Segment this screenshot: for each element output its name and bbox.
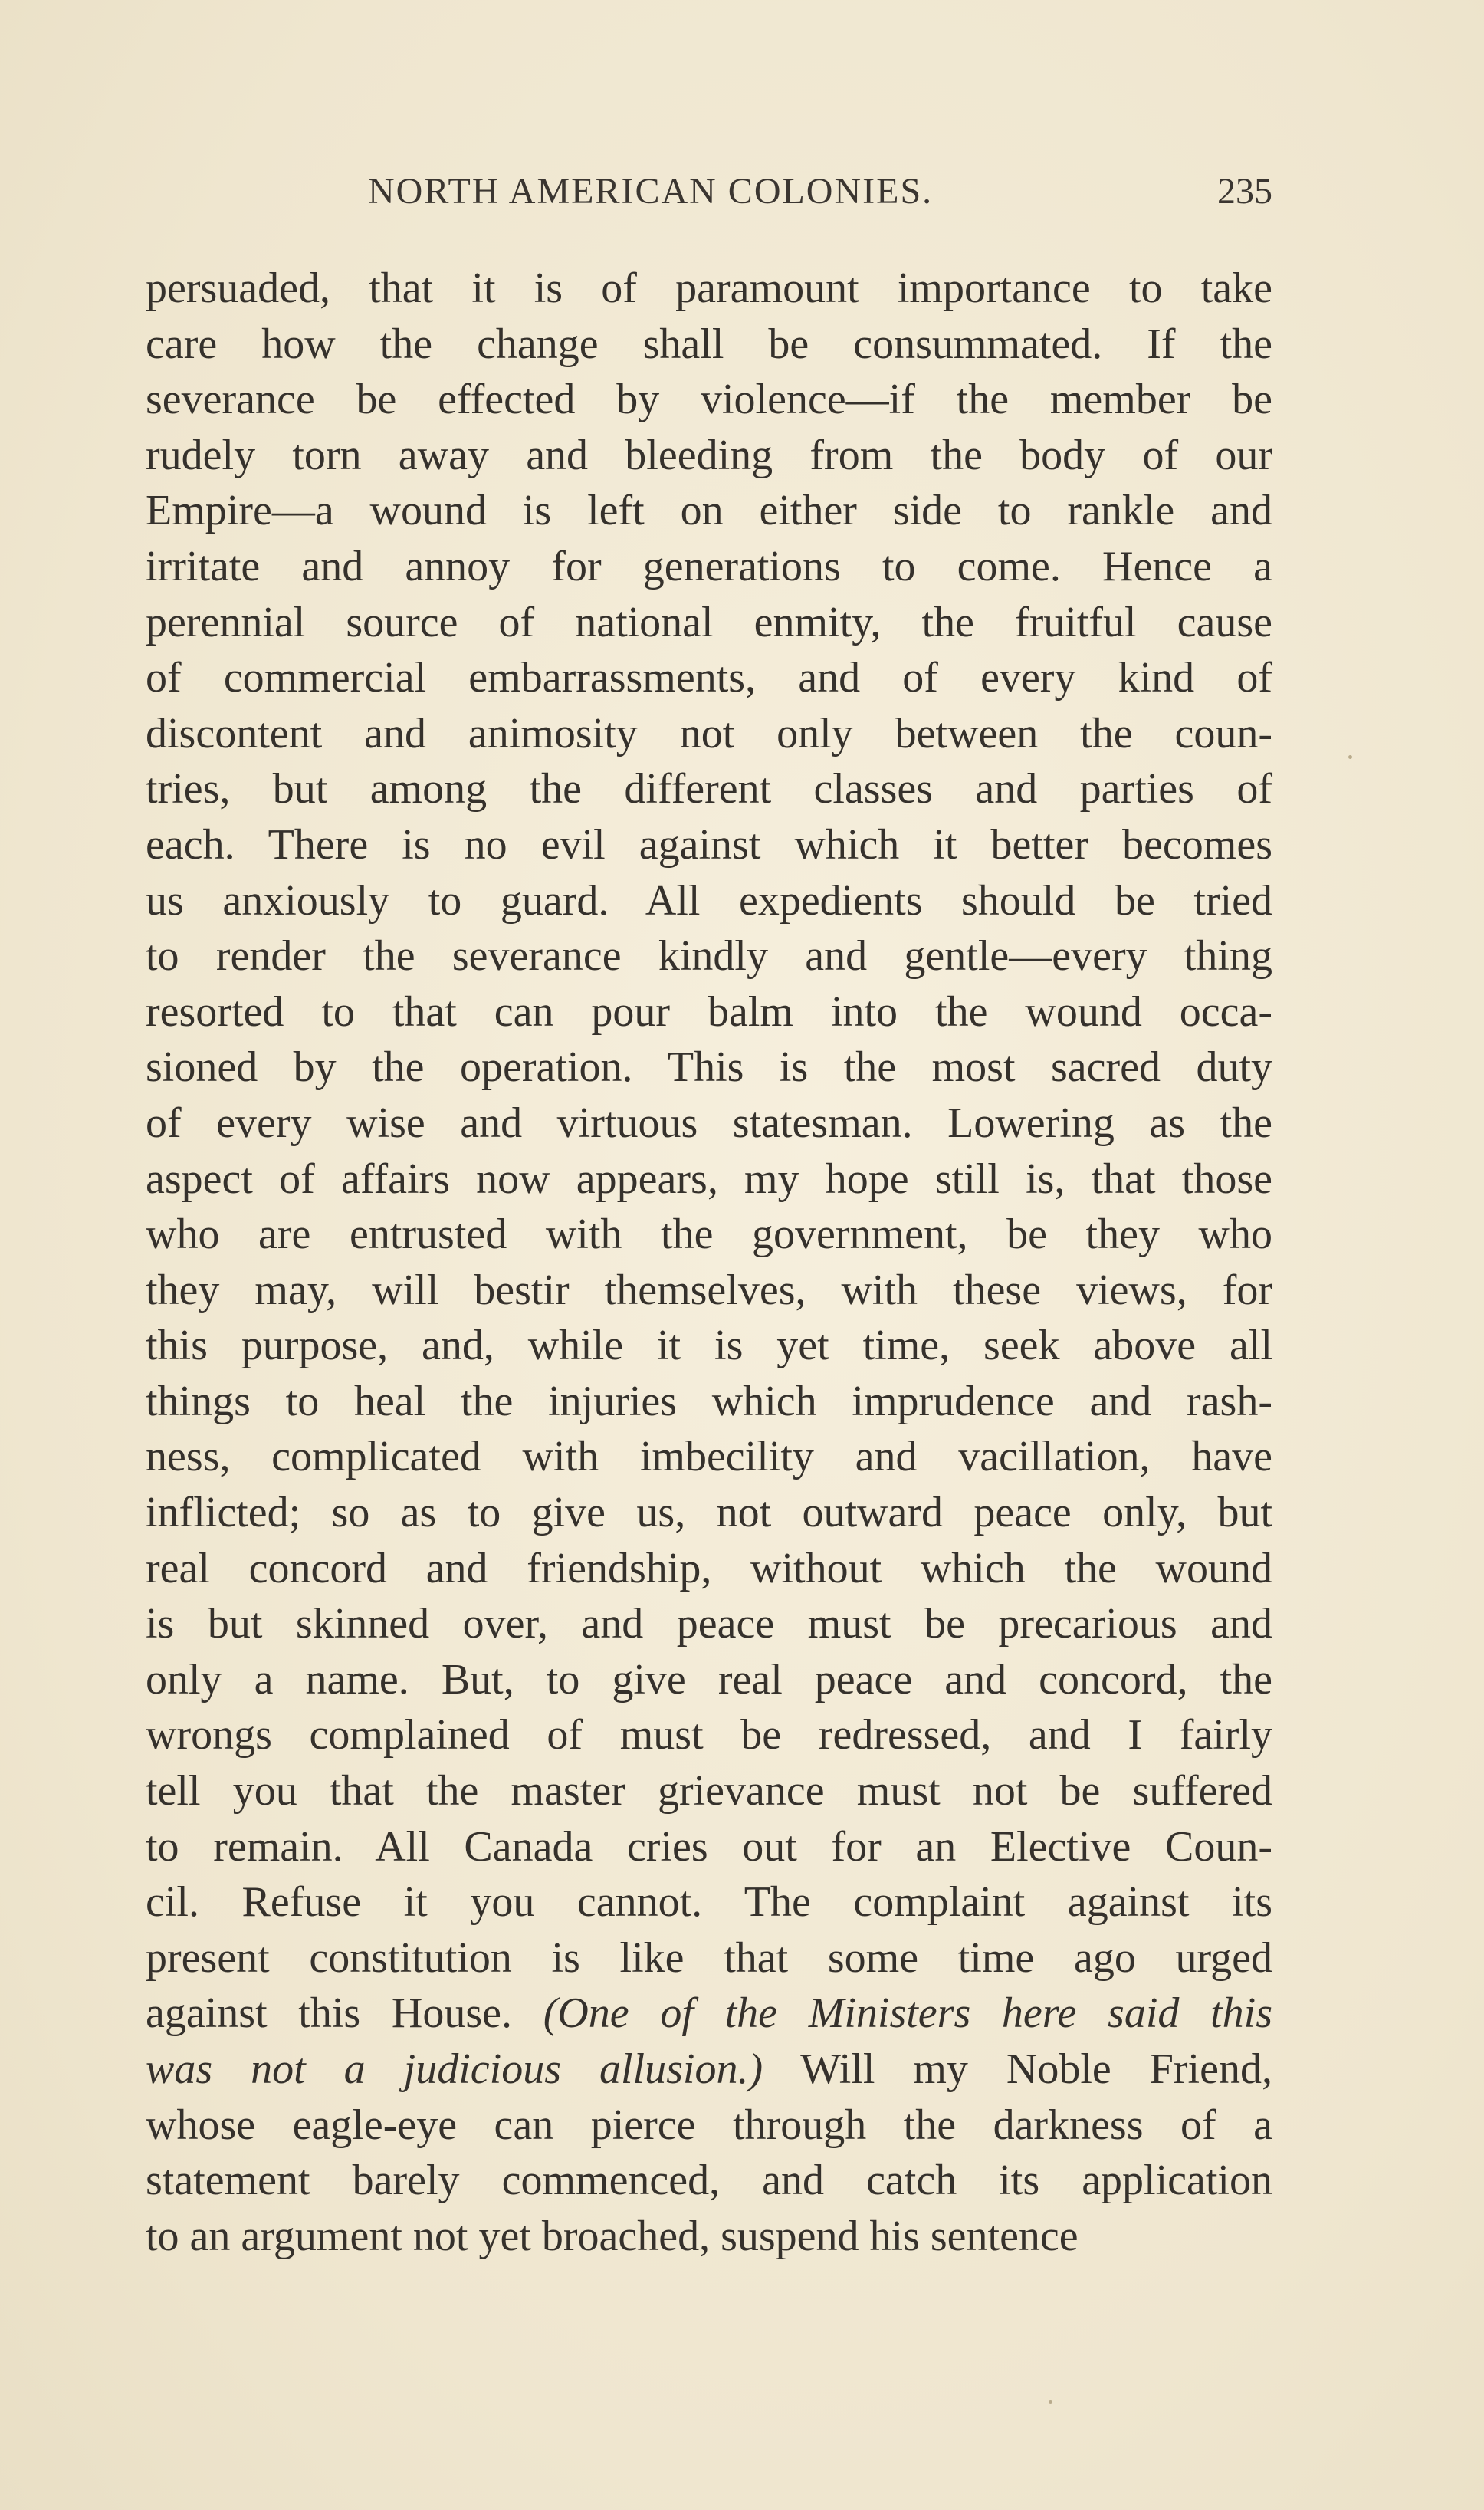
text-line: sioned by the operation. This is the most sacred duty bbox=[146, 1043, 1272, 1092]
text-line: to remain. All Canada cries out for an Elective Coun- bbox=[146, 1822, 1272, 1871]
text-line: rudely torn away and bleeding from the body of our bbox=[146, 431, 1272, 479]
text-line: tries, but among the different classes and parties of bbox=[146, 765, 1272, 813]
text-line-mixed bbox=[146, 2042, 1272, 2098]
plain-text: against this House. bbox=[146, 1989, 512, 2038]
text-line: tell you that the master grievance must not be suffered bbox=[146, 1767, 1272, 1815]
text-line: present constitution is like that some time ago urged bbox=[146, 1933, 1272, 1982]
text-line: of every wise and virtuous statesman. Lowering as the bbox=[146, 1099, 1272, 1147]
text-line: aspect of affairs now appears, my hope still is, that those bbox=[146, 1155, 1272, 1203]
paper-speck bbox=[1049, 2400, 1052, 2404]
text-line: wrongs complained of must be redressed, and I fairly bbox=[146, 1711, 1272, 1759]
text-line: to render the severance kindly and gentle—every thing bbox=[146, 932, 1272, 981]
text-line: they may, will bestir themselves, with these views, for bbox=[146, 1266, 1272, 1314]
italic-aside: was not a judicious allusion.) bbox=[146, 2045, 763, 2093]
text-line: is but skinned over, and peace must be precarious and bbox=[146, 1600, 1272, 1648]
text-line-mixed bbox=[146, 1986, 1272, 2042]
text-line: perennial source of national enmity, the fruitful cause bbox=[146, 598, 1272, 646]
text-line: resorted to that can pour balm into the wound occa- bbox=[146, 987, 1272, 1036]
text-line: to an argument not yet broached, suspend his sentence bbox=[146, 2212, 1079, 2260]
page-header bbox=[146, 170, 1272, 232]
plain-text: Will my Noble Friend, bbox=[800, 2045, 1272, 2093]
text-line: this purpose, and, while it is yet time, seek above all bbox=[146, 1322, 1272, 1370]
text-line: statement barely commenced, and catch its application bbox=[146, 2157, 1272, 2205]
text-line: Empire—a wound is left on either side to rankle and bbox=[146, 487, 1272, 535]
body-text bbox=[146, 261, 1272, 2264]
text-line: each. There is no evil against which it better becomes bbox=[146, 820, 1272, 869]
text-line: severance be effected by violence—if the member be bbox=[146, 376, 1272, 424]
text-line: of commercial embarrassments, and of every kind of bbox=[146, 654, 1272, 702]
text-line: real concord and friendship, without which the wound bbox=[146, 1544, 1272, 1592]
text-line: care how the change shall be consummated. If the bbox=[146, 320, 1272, 368]
paper-speck bbox=[1348, 755, 1352, 759]
text-line: discontent and animosity not only between the coun- bbox=[146, 709, 1272, 757]
text-line: irritate and annoy for generations to come. Hence a bbox=[146, 542, 1272, 590]
text-line: ness, complicated with imbecility and vacillation, have bbox=[146, 1433, 1272, 1481]
text-line: only a name. But, to give real peace and concord, the bbox=[146, 1655, 1272, 1703]
text-line: persuaded, that it is of paramount importance to take bbox=[146, 264, 1272, 312]
text-line: who are entrusted with the government, be they who bbox=[146, 1211, 1272, 1259]
text-line: whose eagle-eye can pierce through the darkness of a bbox=[146, 2101, 1272, 2149]
text-line: things to heal the injuries which imprudence and rash- bbox=[146, 1377, 1272, 1425]
running-head: NORTH AMERICAN COLONIES. bbox=[368, 171, 934, 212]
text-line: us anxiously to guard. All expedients should be tried bbox=[146, 876, 1272, 925]
italic-aside: (One of the Ministers here said this bbox=[543, 1989, 1273, 2038]
text-line: cil. Refuse it you cannot. The complaint against its bbox=[146, 1878, 1272, 1927]
page-number: 235 bbox=[1217, 171, 1272, 212]
text-line: inflicted; so as to give us, not outward peace only, but bbox=[146, 1489, 1272, 1537]
